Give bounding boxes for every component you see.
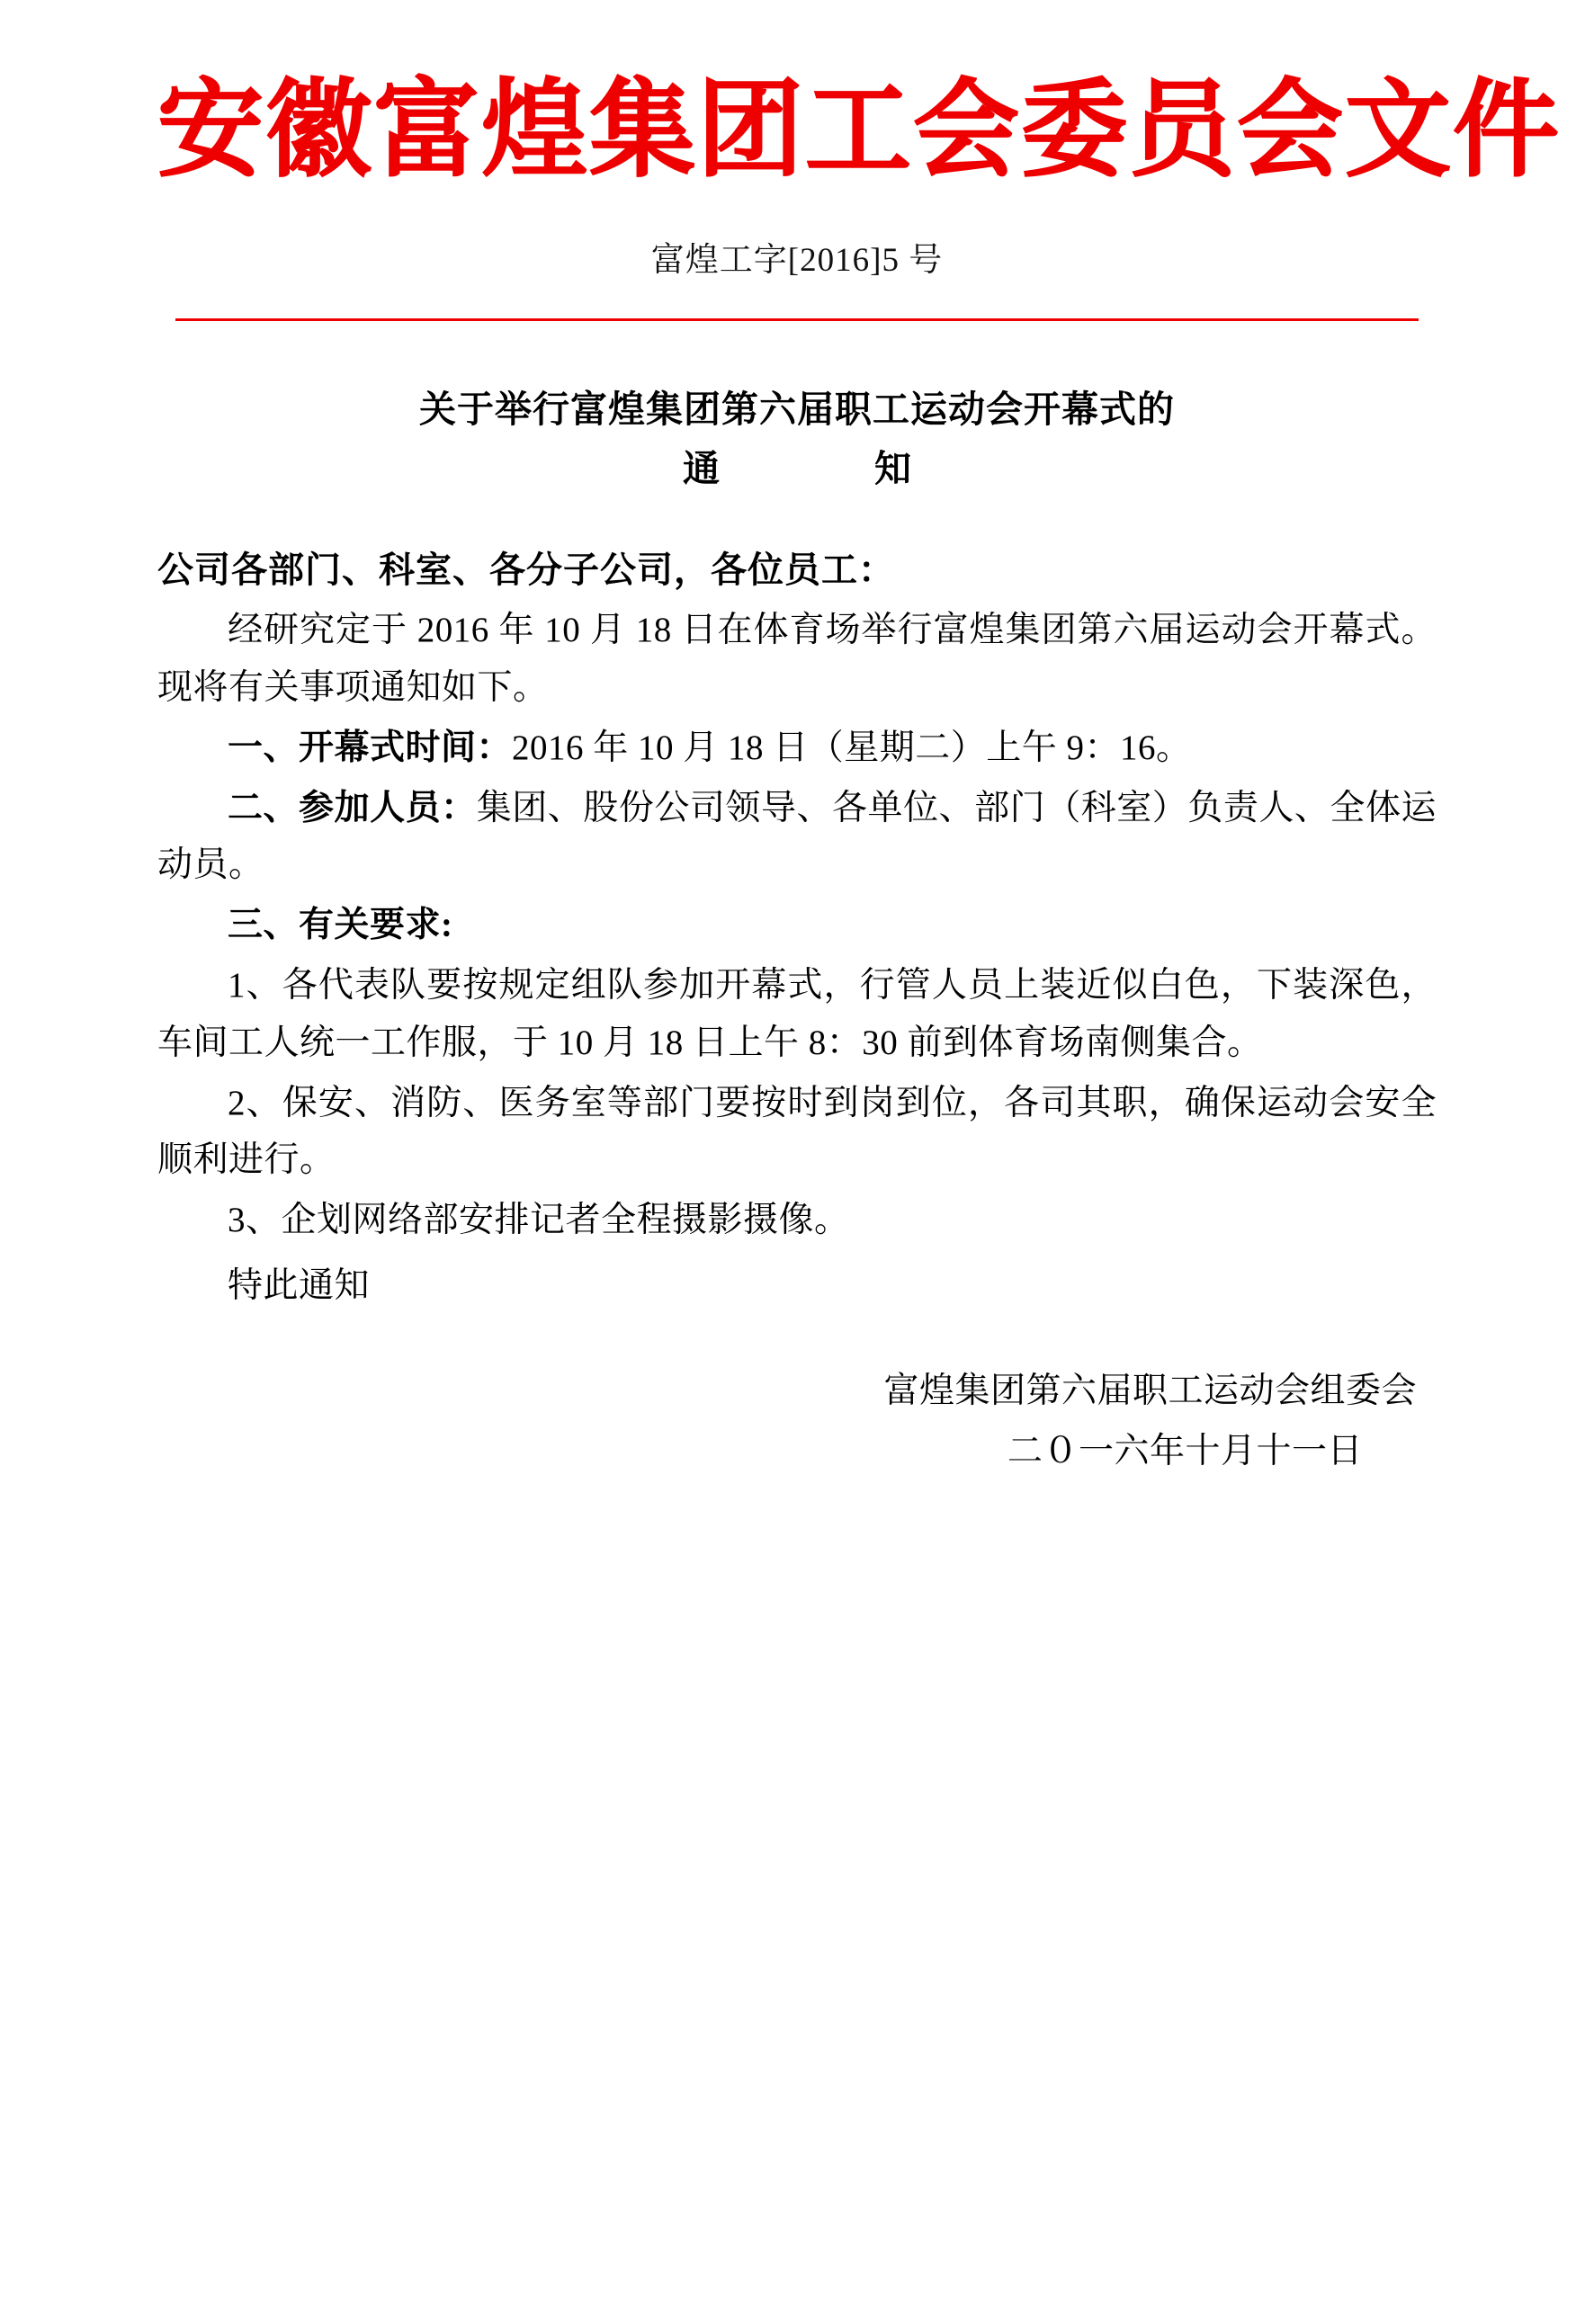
item-3-paragraph [157, 897, 1437, 953]
item-2-paragraph [157, 780, 1437, 893]
document-page [0, 67, 1594, 2324]
signature-block [157, 1361, 1437, 1481]
sub-item-3-paragraph: 3、企划网络部安排记者全程摄影摄像。 [228, 1201, 850, 1240]
red-divider-rule [175, 318, 1419, 321]
item-2-text: 集团、股份公司领导、各单位、部门（科室）负责人、全体运动员。 [157, 788, 1437, 885]
item-1-paragraph [157, 720, 1437, 776]
intro-paragraph: 经研究定于 2016 年 10 月 18 日在体育场举行富煌集团第六届运动会开幕式。现将有关事项通知如下。 [157, 611, 1437, 707]
item-3-lead: 三、有关要求: [228, 906, 453, 945]
signature-date: 二０一六年十月十一日 [1007, 1432, 1363, 1471]
masthead [157, 67, 1562, 192]
document-number: 富煌工字[2016]5 号 [650, 242, 944, 280]
salutation: 公司各部门、科室、各分子公司，各位员工： [157, 550, 895, 591]
masthead-title: 安徽富煌集团工会委员会文件 [157, 67, 1562, 192]
closing-paragraph: 特此通知 [228, 1266, 371, 1306]
sub-item-1-paragraph: 1、各代表队要按规定组队参加开幕式，行管人员上装近似白色，下装深色，车间工人统一工作服，于 10 月 18 日上午 8：30 前到体育场南侧集合。 [157, 966, 1437, 1062]
item-2-lead: 二、参加人员： [228, 788, 477, 827]
item-1-lead: 一、开幕式时间： [228, 728, 513, 767]
sub-item-2-paragraph: 2、保安、消防、医务室等部门要按时到岗到位，各司其职，确保运动会安全顺利进行。 [157, 1083, 1437, 1179]
signature-organization: 富煌集团第六届职工运动会组委会 [883, 1372, 1417, 1411]
page-title-line-1: 关于举行富煌集团第六届职工运动会开幕式的 [419, 389, 1175, 431]
page-title-line-2: 通 知 [683, 447, 938, 489]
page-title [157, 380, 1437, 498]
item-1-text: 2016 年 10 月 18 日（星期二）上午 9：16。 [512, 728, 1192, 767]
